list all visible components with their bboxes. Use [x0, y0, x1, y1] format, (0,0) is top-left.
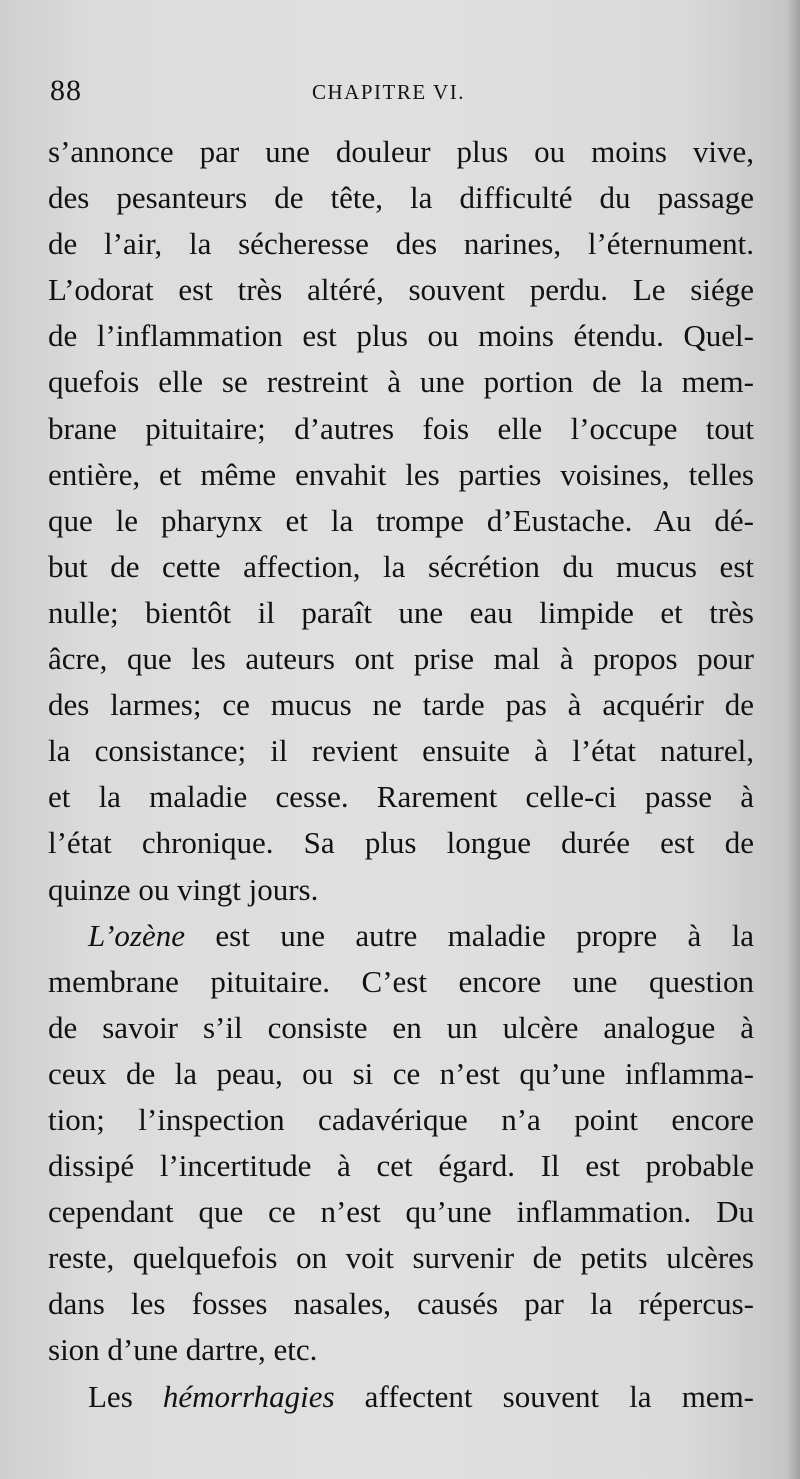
- text-line: de savoir s’il consiste en un ulcère analogue à: [48, 1009, 754, 1045]
- ozene-first-line-rest: est une autre maladie propre à la: [185, 917, 754, 953]
- text-line: dans les fosses nasales, causés par la répercus-: [48, 1286, 754, 1322]
- text-line: quefois elle se restreint à une portion de la mem-: [48, 364, 754, 400]
- text-line: la consistance; il revient ensuite à l’état naturel,: [48, 733, 754, 769]
- text-line: que le pharynx et la trompe d’Eustache. Au dé-: [48, 502, 754, 538]
- term-ozene: L’ozène: [88, 917, 185, 953]
- text-line: membrane pituitaire. C’est encore une question: [48, 963, 754, 999]
- text-line: nulle; bientôt il paraît une eau limpide et très: [48, 594, 754, 630]
- text-line: de l’inflammation est plus ou moins étendu. Quel-: [48, 318, 754, 354]
- text-line: des pesanteurs de tête, la difficulté du passage: [48, 180, 754, 216]
- text-line: de l’air, la sécheresse des narines, l’éternument.: [48, 226, 754, 262]
- text-line: dissipé l’incertitude à cet égard. Il est probable: [48, 1148, 754, 1184]
- text-line: quinze ou vingt jours.: [48, 871, 319, 907]
- text-line: l’état chronique. Sa plus longue durée est de: [48, 825, 754, 861]
- text-line: cependant que ce n’est qu’une inflammation. Du: [48, 1194, 754, 1230]
- text-line: L’odorat est très altéré, souvent perdu. Le siége: [48, 272, 754, 308]
- paragraph-hemorrhagies-first-line: [48, 1374, 754, 1420]
- text-line: tion; l’inspection cadavérique n’a point encore: [48, 1101, 754, 1137]
- text-line: des larmes; ce mucus ne tarde pas à acquérir de: [48, 687, 754, 723]
- text-line: but de cette affection, la sécrétion du mucus est: [48, 548, 754, 584]
- text-line: sion d’une dartre, etc.: [48, 1332, 318, 1368]
- text-line: et la maladie cesse. Rarement celle-ci passe à: [48, 779, 754, 815]
- text-line: brane pituitaire; d’autres fois elle l’occupe tout: [48, 410, 754, 446]
- chapter-title: CHAPITRE VI.: [312, 80, 465, 104]
- paragraph-ozene-first-line: [48, 913, 754, 959]
- text-line: s’annonce par une douleur plus ou moins vive,: [48, 134, 754, 169]
- text-line: entière, et même envahit les parties voisines, telles: [48, 456, 754, 492]
- term-hemorrhagies: hémorrhagies: [162, 1378, 335, 1414]
- text-line: ceux de la peau, ou si ce n’est qu’une inflamma-: [48, 1055, 754, 1091]
- text-line: âcre, que les auteurs ont prise mal à propos pour: [48, 641, 754, 677]
- hemorrhagies-rest: affectent souvent la mem-: [334, 1378, 754, 1414]
- text-line: reste, quelquefois on voit survenir de petits ulcères: [48, 1240, 754, 1276]
- hemorrhagies-lead: Les: [88, 1378, 163, 1414]
- page-edge-shadow: [786, 0, 800, 1479]
- body-text: [48, 129, 754, 1420]
- running-head: [50, 74, 750, 114]
- page-number: 88: [50, 74, 82, 107]
